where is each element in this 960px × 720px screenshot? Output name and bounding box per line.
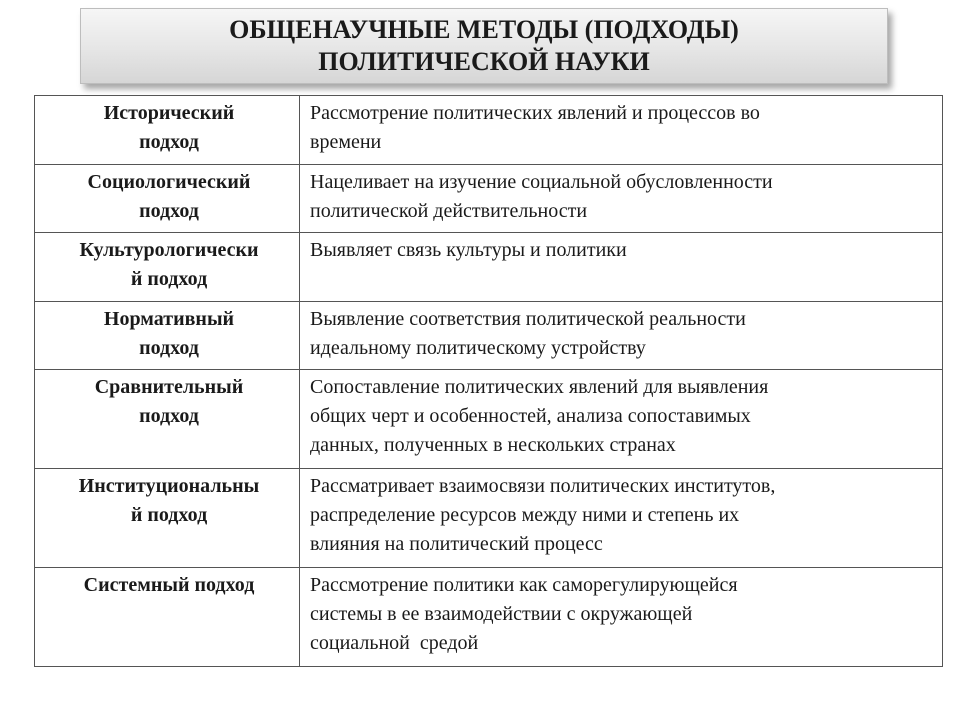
method-description-cell: [300, 370, 943, 469]
method-description-cell: [300, 568, 943, 667]
method-description-cell: [300, 165, 943, 233]
method-name-line: Исторический: [103, 102, 235, 124]
method-name-line: Институциональны: [78, 475, 260, 497]
slide-title-line-1: ОБЩЕНАУЧНЫЕ МЕТОДЫ (ПОДХОДЫ): [229, 15, 739, 44]
table-row: [35, 302, 943, 370]
table-row: [35, 568, 943, 667]
method-description-line: Выявление соответствия политической реальности: [310, 308, 746, 330]
method-name-line: подход: [139, 337, 199, 359]
method-name-line: й подход: [130, 268, 208, 290]
method-description-line: социальной средой: [310, 632, 479, 654]
table-row: [35, 165, 943, 233]
method-description-line: Выявляет связь культуры и политики: [310, 239, 627, 261]
method-name-cell: [35, 568, 300, 667]
methods-table-body: [35, 96, 943, 667]
method-description-line: данных, полученных в нескольких странах: [310, 434, 676, 456]
method-name-cell: [35, 165, 300, 233]
method-description-line: времени: [310, 131, 382, 153]
method-description-cell: [300, 302, 943, 370]
method-name-line: подход: [139, 200, 199, 222]
method-name-line: й подход: [130, 504, 208, 526]
method-description-cell: [300, 469, 943, 568]
table-row: [35, 370, 943, 469]
method-description-line: политической действительности: [310, 200, 588, 222]
method-description-line: Рассмотрение политики как саморегулирующейся: [310, 574, 738, 596]
method-name-line: подход: [139, 131, 199, 153]
method-description-line: идеальному политическому устройству: [310, 337, 646, 359]
method-name-line: Нормативный: [103, 308, 235, 330]
method-name-cell: [35, 370, 300, 469]
method-name-cell: [35, 469, 300, 568]
method-description-line: системы в ее взаимодействии с окружающей: [310, 603, 693, 625]
method-name-line: Социологический: [87, 171, 251, 193]
method-description-line: Нацеливает на изучение социальной обусловленности: [310, 171, 773, 193]
method-name-cell: [35, 233, 300, 302]
method-description-cell: [300, 233, 943, 302]
method-description-line: Рассматривает взаимосвязи политических институтов,: [310, 475, 776, 497]
method-description-line: Сопоставление политических явлений для выявления: [310, 376, 769, 398]
method-description-line: общих черт и особенностей, анализа сопоставимых: [310, 405, 751, 427]
method-description-cell: [300, 96, 943, 165]
method-description-line: распределение ресурсов между ними и степень их: [310, 504, 740, 526]
method-name-cell: [35, 96, 300, 165]
table-row: [35, 96, 943, 165]
method-name-line: Системный подход: [83, 574, 255, 596]
method-name-cell: [35, 302, 300, 370]
table-row: [35, 233, 943, 302]
method-description-line: Рассмотрение политических явлений и процессов во: [310, 102, 760, 124]
table-row: [35, 469, 943, 568]
method-name-line: Сравнительный: [94, 376, 244, 398]
method-name-line: Культурологически: [79, 239, 259, 261]
slide-title-box: [80, 8, 888, 84]
method-description-line: влияния на политический процесс: [310, 533, 603, 555]
slide-title-line-2: ПОЛИТИЧЕСКОЙ НАУКИ: [318, 47, 650, 76]
method-name-line: подход: [139, 405, 199, 427]
methods-table: [34, 95, 943, 667]
